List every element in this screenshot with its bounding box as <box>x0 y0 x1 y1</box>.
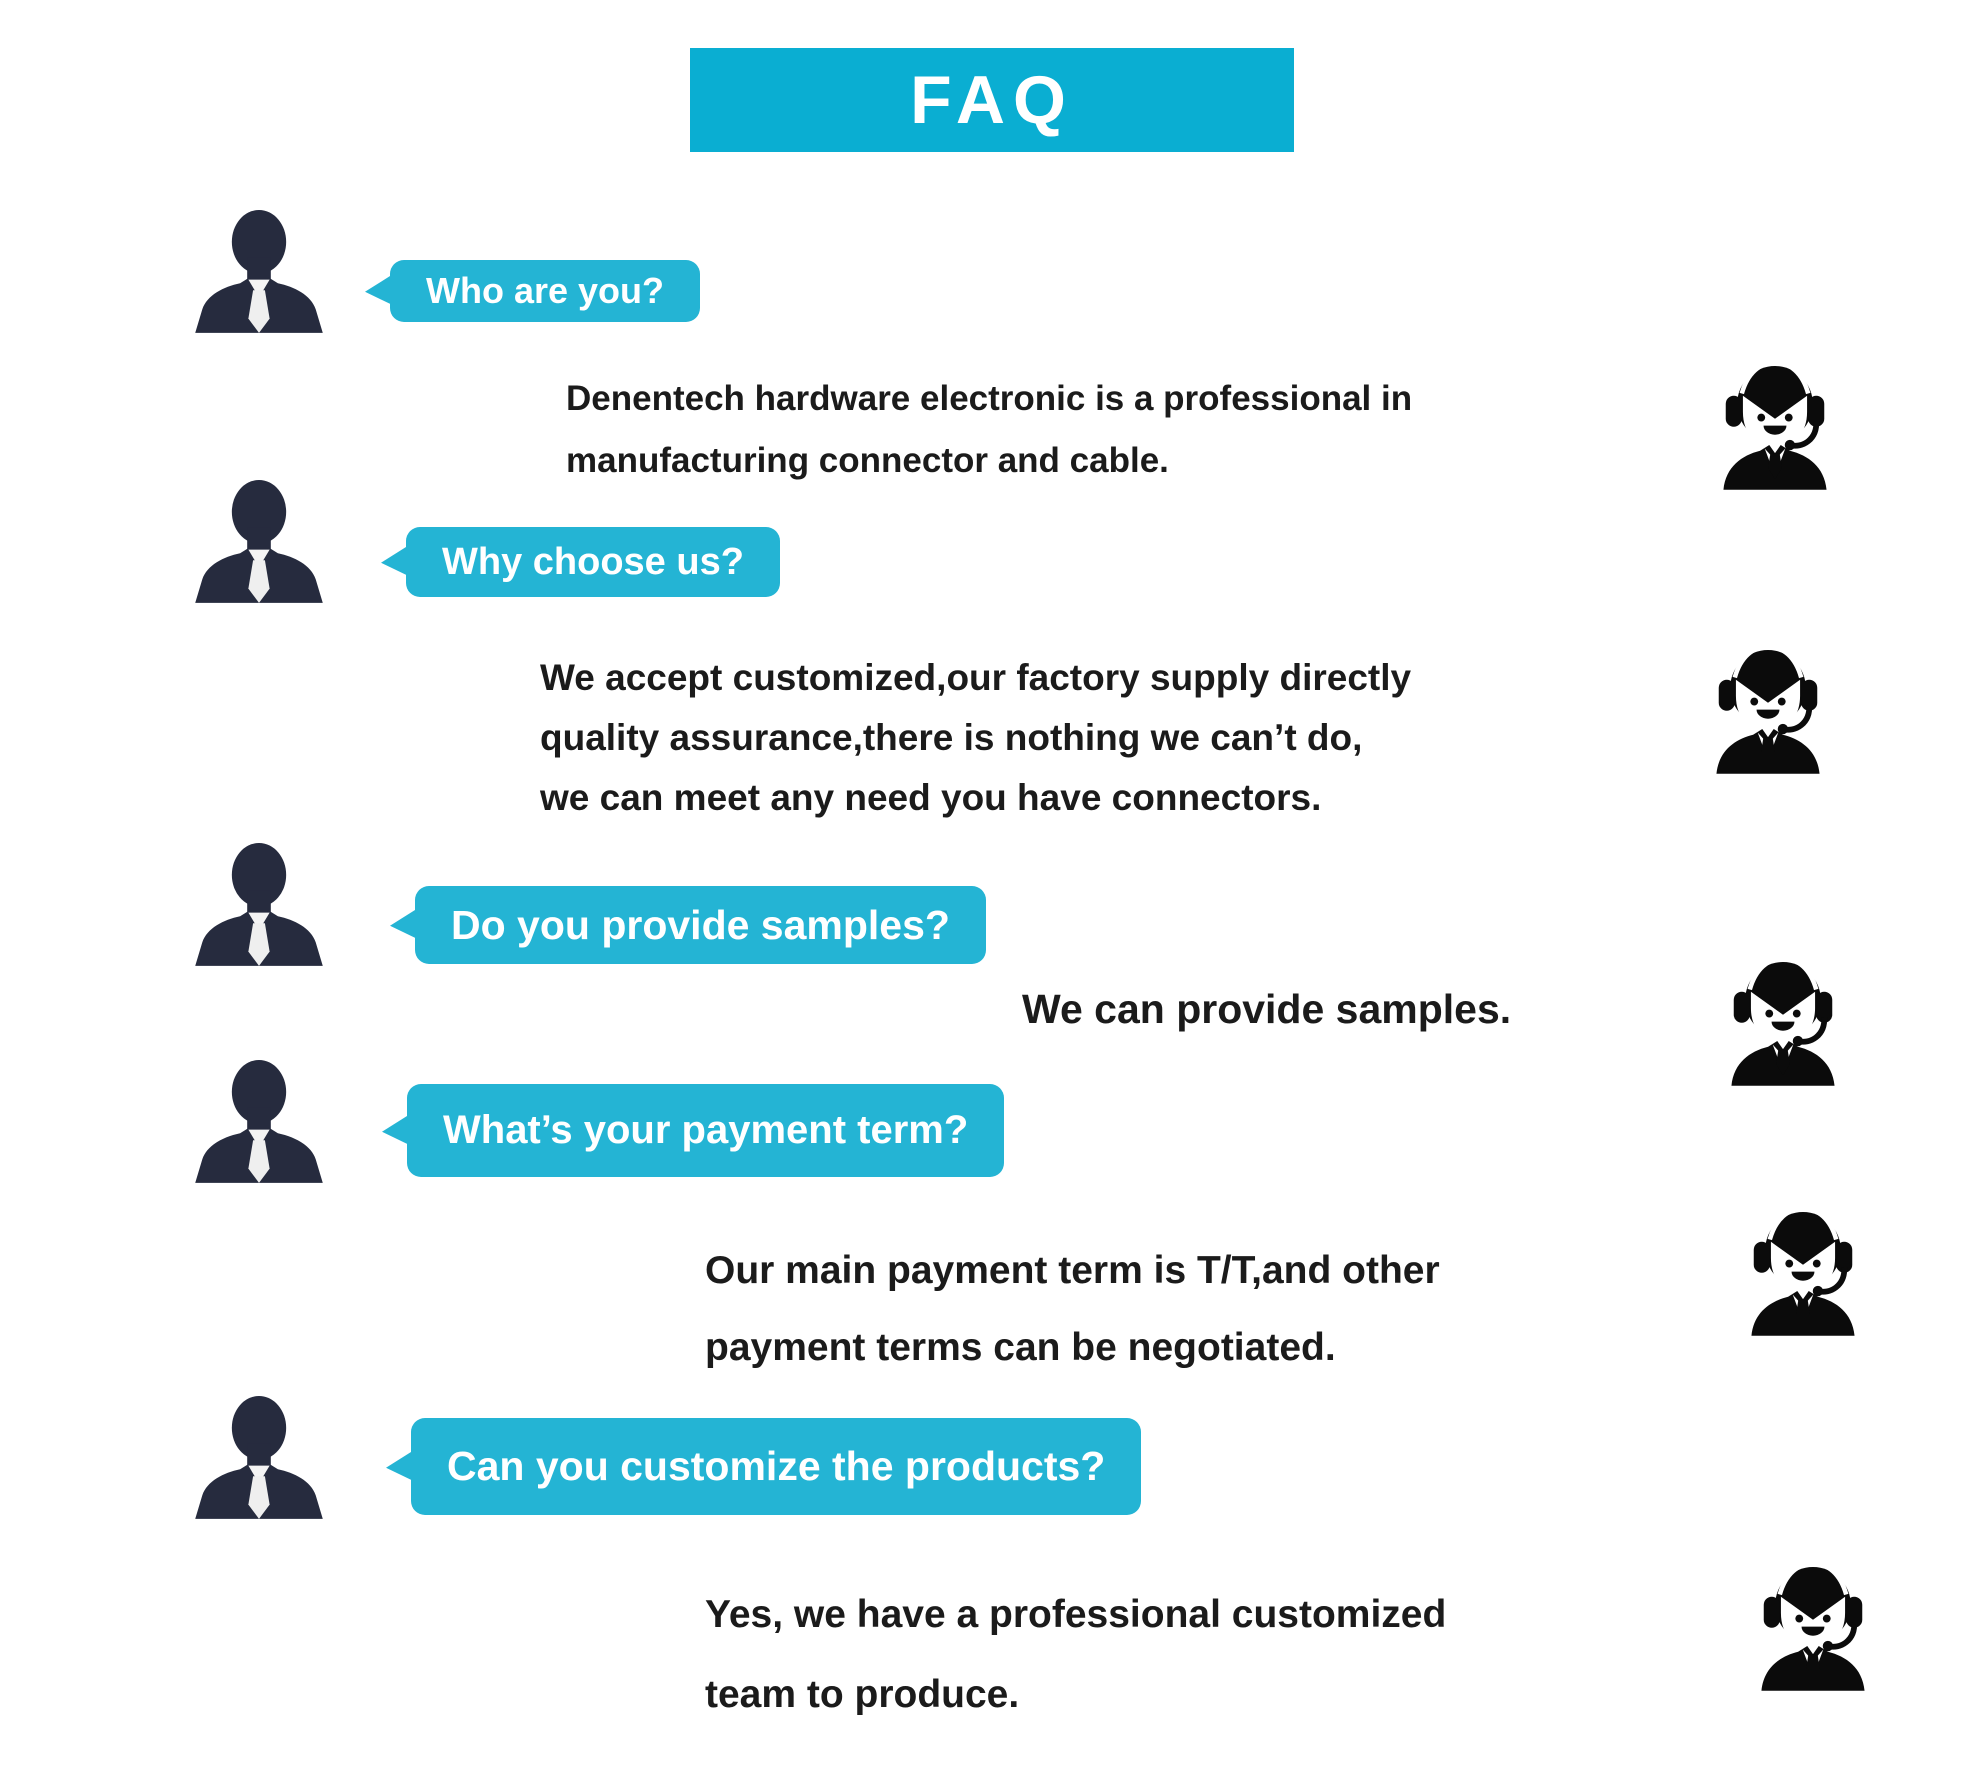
answer-line: we can meet any need you have connectors. <box>540 777 1322 818</box>
answer-line: quality assurance,there is nothing we can’t do, <box>540 717 1363 758</box>
businessman-icon <box>188 210 330 334</box>
businessman-icon <box>188 1396 330 1520</box>
support-agent-icon <box>1740 1198 1866 1336</box>
question-text: What’s your payment term? <box>443 1108 969 1152</box>
answer-line: payment terms can be negotiated. <box>705 1326 1336 1369</box>
answer-text <box>540 648 1411 828</box>
answer-text <box>705 1232 1440 1386</box>
answer-text <box>566 368 1412 492</box>
page-title: FAQ <box>910 62 1074 138</box>
answer-line: team to produce. <box>705 1673 1020 1716</box>
question-bubble <box>415 886 986 964</box>
businessman-icon <box>188 843 330 967</box>
question-text: Do you provide samples? <box>451 901 950 948</box>
answer-line: Our main payment term is T/T,and other <box>705 1249 1440 1292</box>
question-text: Who are you? <box>426 270 665 311</box>
answer-line: We can provide samples. <box>1022 986 1512 1032</box>
businessman-icon <box>188 480 330 604</box>
answer-line: Yes, we have a professional customized <box>705 1593 1447 1636</box>
question-text: Why choose us? <box>442 540 744 583</box>
answer-line: manufacturing connector and cable. <box>566 441 1169 480</box>
question-bubble <box>407 1084 1004 1177</box>
question-bubble <box>390 260 700 322</box>
answer-line: We accept customized,our factory supply directly <box>540 657 1412 698</box>
question-text: Can you customize the products? <box>447 1443 1106 1489</box>
businessman-icon <box>188 1060 330 1184</box>
support-agent-icon <box>1720 948 1846 1086</box>
question-bubble <box>406 527 780 597</box>
question-bubble <box>411 1418 1141 1515</box>
faq-banner <box>690 48 1294 152</box>
answer-line: Denentech hardware electronic is a professional in <box>566 379 1413 418</box>
answer-text <box>705 1575 1446 1735</box>
support-agent-icon <box>1705 636 1831 774</box>
answer-text <box>1022 978 1511 1040</box>
support-agent-icon <box>1712 352 1838 490</box>
support-agent-icon <box>1750 1553 1876 1691</box>
